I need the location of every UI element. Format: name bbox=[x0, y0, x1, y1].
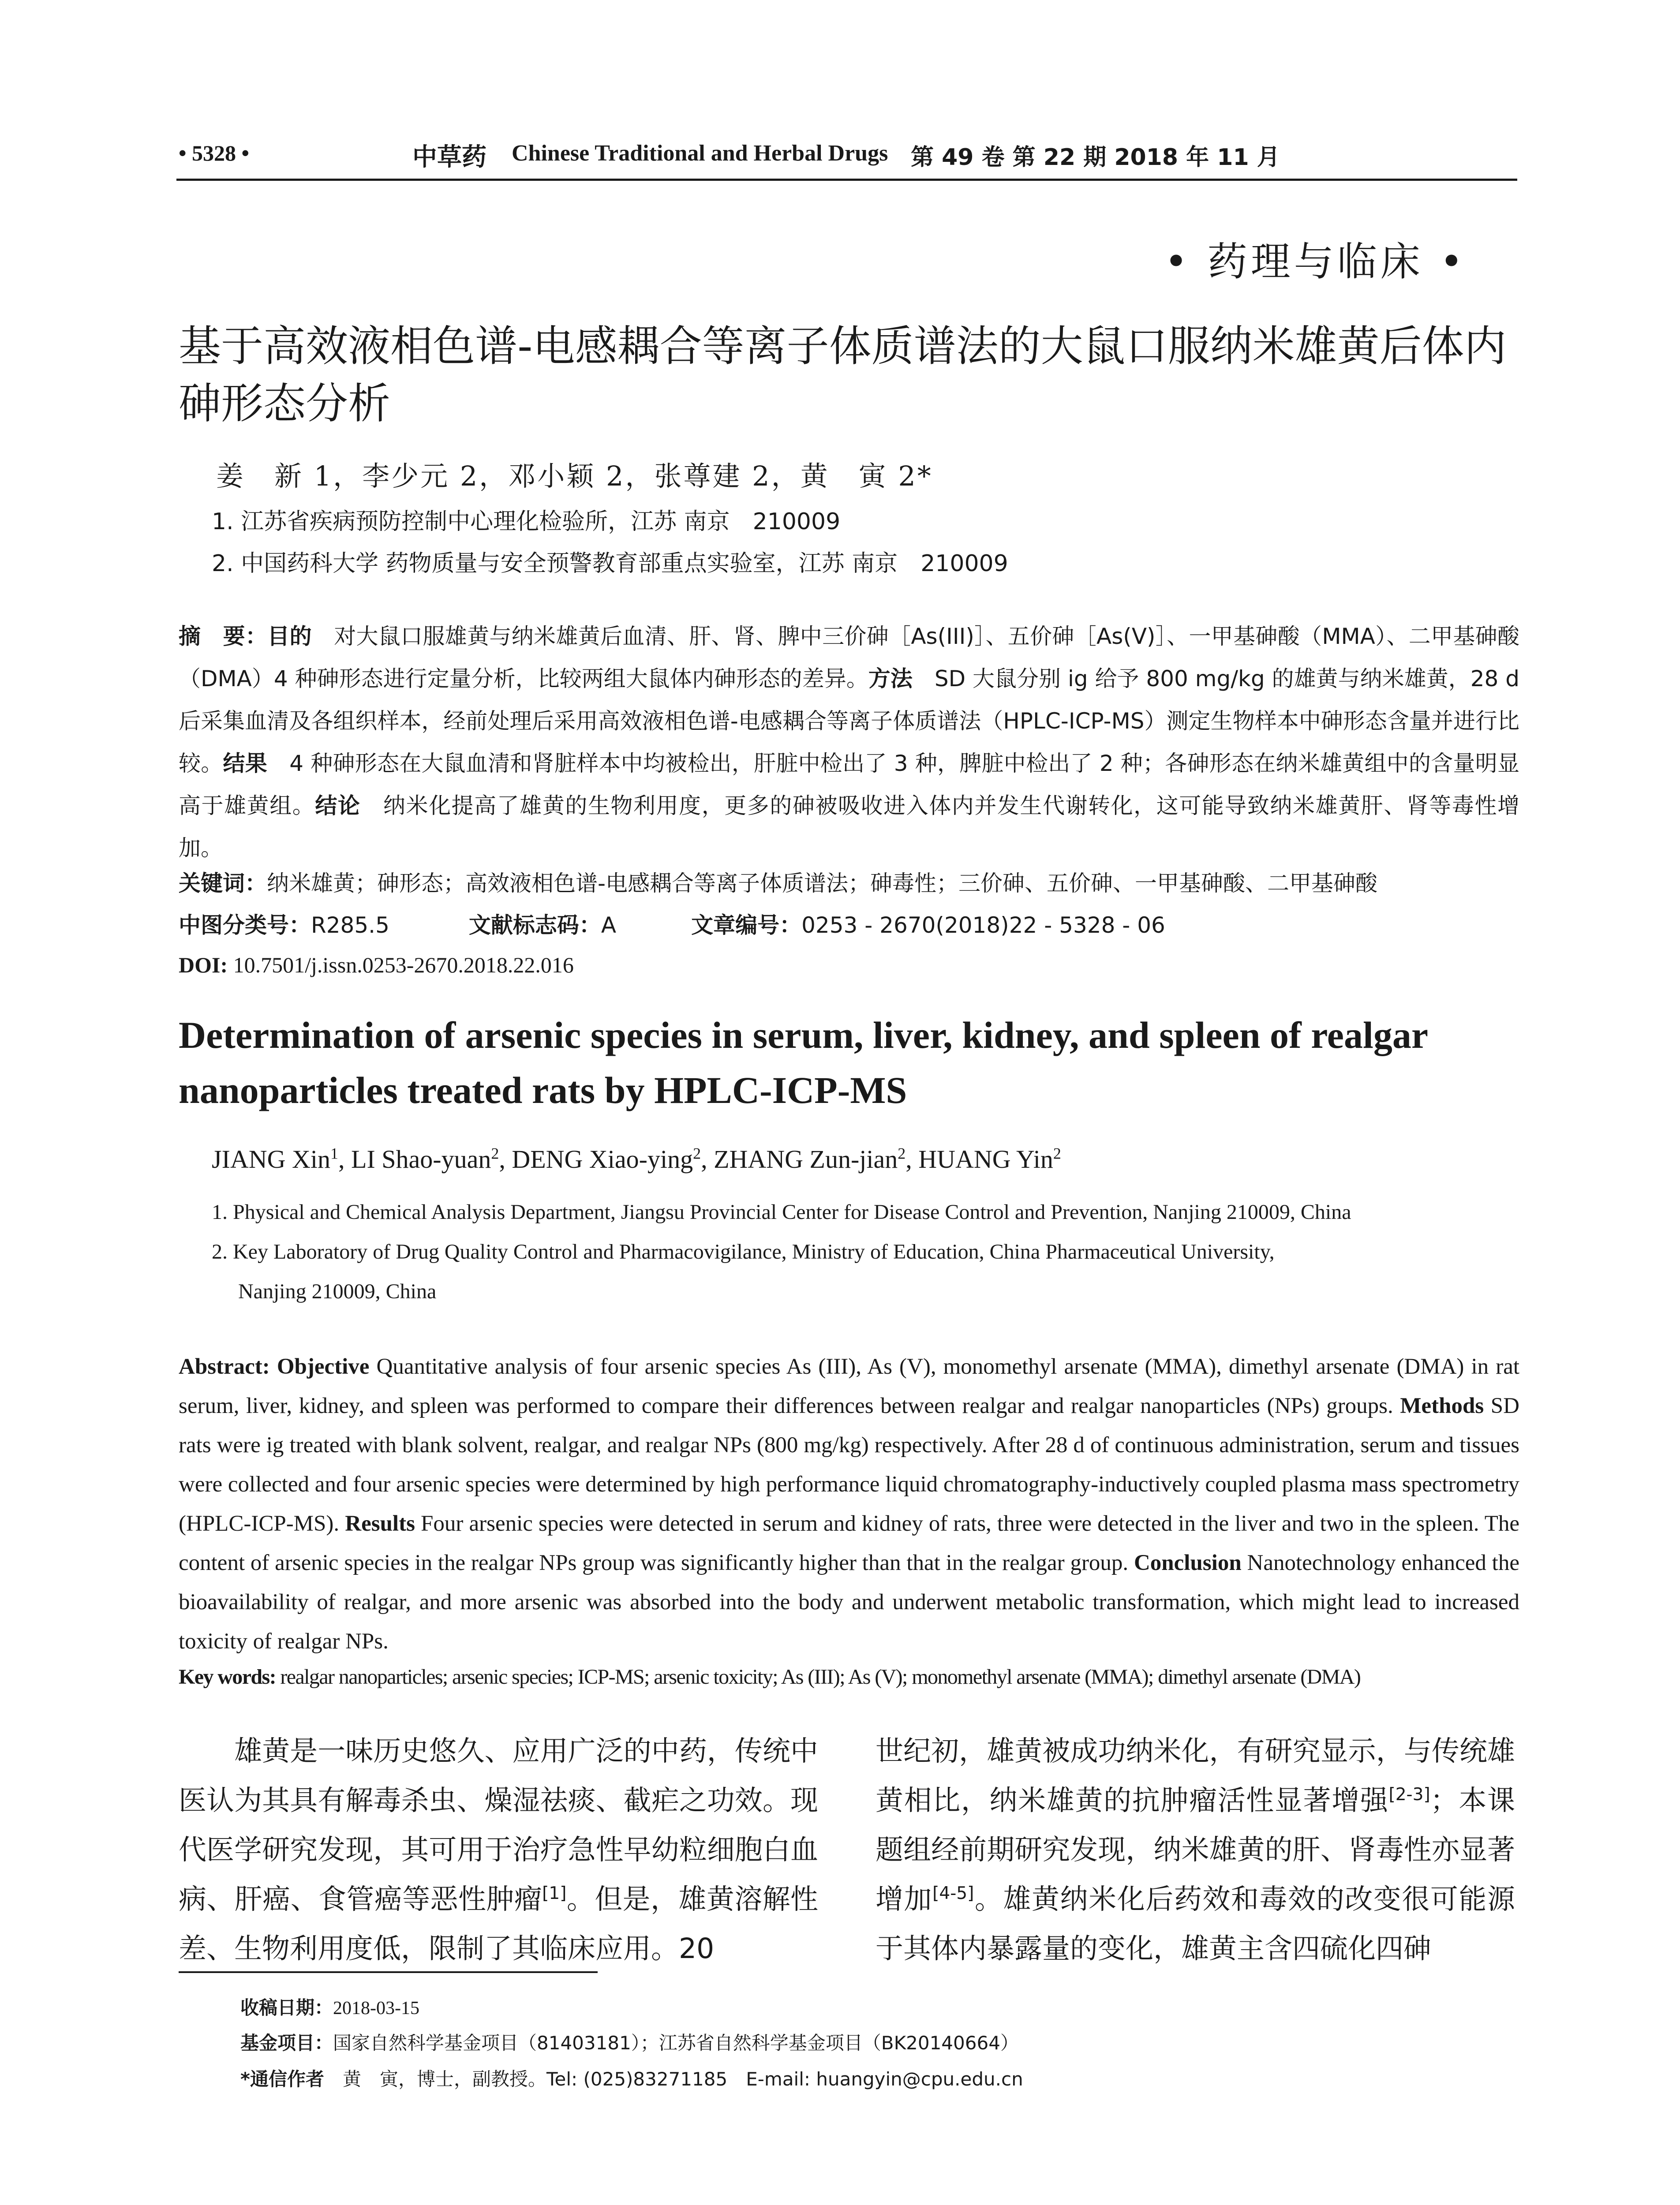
affiliation-cn-2: 2. 中国药科大学 药物质量与安全预警教育部重点实验室，江苏 南京 210009 bbox=[212, 550, 1008, 577]
methods-label-en: Methods bbox=[1400, 1394, 1484, 1418]
clc-label: 中图分类号： bbox=[179, 912, 311, 938]
fund-label: 基金项目： bbox=[240, 2032, 333, 2054]
conclusion-label-en: Conclusion bbox=[1134, 1551, 1242, 1575]
methods-en: SD rats were ig treated with blank solvent, realgar, and realgar NPs (800 mg/kg) respectively. After 28 d of continuous administration, serum and tissues were collected and four arsenic species were determined by high performance liquid chromatography-inductively coupled plasma mass spectrometry (HPLC-ICP-MS). bbox=[179, 1394, 1519, 1536]
results-label-cn: 结果 bbox=[223, 751, 267, 776]
author-en-3: DENG Xiao-ying$^2$, bbox=[512, 1144, 714, 1174]
author-en-5: HUANG Yin$^2$ bbox=[918, 1144, 1061, 1174]
objective-en: Quantitative analysis of four arsenic species As (III), As (V), monomethyl arsenate (MMA), dimethyl arsenate (DMA) in rat serum, liver, kidney, and spleen was performed to compare their differences between realgar and realgar nanoparticles (NPs) groups. bbox=[179, 1354, 1520, 1418]
received-date: 2018-03-15 bbox=[333, 1998, 419, 2018]
footnote-divider bbox=[179, 1971, 598, 1973]
received-label: 收稿日期： bbox=[240, 1997, 333, 2018]
objective-label-cn: 目的 bbox=[267, 624, 312, 649]
body-column-left bbox=[179, 1727, 818, 1973]
keywords-en bbox=[179, 1665, 1528, 1689]
journal-issue: 第 49 卷 第 22 期 2018 年 11 月 bbox=[911, 144, 1280, 171]
doc-code-label: 文献标志码： bbox=[468, 912, 601, 938]
clc-value: R285.5 bbox=[311, 912, 389, 938]
methods-cn: SD 大鼠分别 ig 给予 800 mg/kg 的雄黄与纳米雄黄，28 d 后采集血清及各组织样本，经前处理后采用高效液相色谱-电感耦合等离子体质谱法（HPLC-ICP-MS）测定生物样本中砷形态含量并进行比较。 bbox=[179, 666, 1519, 776]
citation-1: [1] bbox=[542, 1884, 567, 1903]
page-number: • 5328 • bbox=[179, 141, 250, 165]
keywords-en-text: realgar nanoparticles; arsenic species; ICP-MS; arsenic toxicity; As (III); As (V); monomethyl arsenate (MMA); dimethyl arsenate (DMA) bbox=[275, 1665, 1361, 1689]
body-right-text-c: 。雄黄纳米化后药效和毒效的改变很可能源于其体内暴露量的变化，雄黄主含四硫化四砷 bbox=[876, 1883, 1515, 1965]
abstract-cn-label: 摘 要： bbox=[179, 624, 268, 649]
authors-cn: 姜 新 1，李少元 2，邓小颖 2，张尊建 2，黄 寅 2* bbox=[216, 460, 933, 492]
keywords-cn-label: 关键词： bbox=[179, 871, 267, 896]
keywords-cn bbox=[179, 862, 1519, 904]
authors-en bbox=[212, 1144, 1061, 1174]
abstract-cn bbox=[179, 615, 1519, 869]
affiliation-en-1: 1. Physical and Chemical Analysis Department, Jiangsu Provincial Center for Disease Control and Prevention, Nanjing 210009, China bbox=[212, 1200, 1351, 1224]
conclusion-label-cn: 结论 bbox=[315, 793, 361, 818]
body-right-text-b: ；本课题组经前期研究发现，纳米雄黄的肝、肾毒性亦显著增加 bbox=[876, 1784, 1515, 1915]
footnote-received bbox=[240, 1993, 419, 2020]
footnote-corresponding-author bbox=[240, 2065, 1023, 2091]
keywords-cn-text: 纳米雄黄；砷形态；高效液相色谱-电感耦合等离子体质谱法；砷毒性；三价砷、五价砷、一甲基砷酸、二甲基砷酸 bbox=[267, 871, 1378, 896]
doi-value: 10.7501/j.issn.0253-2670.2018.22.016 bbox=[228, 953, 574, 977]
citation-4-5: [4-5] bbox=[932, 1884, 974, 1903]
methods-label-cn: 方法 bbox=[868, 666, 913, 691]
keywords-en-label: Key words: bbox=[179, 1665, 276, 1689]
doc-code-value: A bbox=[601, 912, 617, 938]
journal-title-cn: 中草药 bbox=[412, 142, 486, 172]
footnote-fund bbox=[240, 2029, 1019, 2055]
body-right-text-a: 世纪初，雄黄被成功纳米化，有研究显示，与传统雄黄相比，纳米雄黄的抗肿瘤活性显著增强 bbox=[876, 1735, 1515, 1816]
results-label-en: Results bbox=[345, 1511, 415, 1536]
author-en-2: LI Shao-yuan$^2$, bbox=[351, 1144, 512, 1174]
doi-label: DOI: bbox=[179, 953, 228, 977]
affiliation-cn-1: 1. 江苏省疾病预防控制中心理化检验所，江苏 南京 210009 bbox=[212, 508, 841, 535]
classification-row bbox=[179, 904, 1519, 946]
title-en: Determination of arsenic species in serum, liver, kidney, and spleen of realgar nanoparticles treated rats by HPLC-ICP-MS bbox=[179, 1014, 1428, 1111]
body-left-text-a: 雄黄是一味历史悠久、应用广泛的中药，传统中医认为其具有解毒杀虫、燥湿祛痰、截疟之功效。现代医学研究发现，其可用于治疗急性早幼粒细胞白血病、肝癌、食管癌等恶性肿瘤 bbox=[179, 1735, 818, 1915]
journal-title-en: Chinese Traditional and Herbal Drugs bbox=[512, 141, 888, 166]
author-en-4: ZHANG Zun-jian$^2$, bbox=[714, 1144, 919, 1174]
corr-text: 黄 寅，博士，副教授。Tel: (025)83271185 E-mail: huangyin@cpu.edu.cn bbox=[324, 2068, 1023, 2090]
affiliation-en-2: 2. Key Laboratory of Drug Quality Control and Pharmacovigilance, Ministry of Education, China Pharmaceutical University, bbox=[212, 1240, 1275, 1263]
conclusion-en: Nanotechnology enhanced the bioavailability of realgar, and more arsenic was absorbed into the body and underwent metabolic transformation, which might lead to increased toxicity of realgar NPs. bbox=[179, 1551, 1519, 1654]
body-left-text-b: 。但是，雄黄溶解性差、生物利用度低，限制了其临床应用。20 bbox=[179, 1883, 819, 1965]
article-number-value: 0253 - 2670(2018)22 - 5328 - 06 bbox=[801, 912, 1165, 938]
citation-2-3: [2-3] bbox=[1388, 1785, 1430, 1805]
results-en: Four arsenic species were detected in serum and kidney of rats, three were detected in the liver and two in the spleen. The content of arsenic species in the realgar NPs group was significantly higher than that in the realgar group. bbox=[179, 1511, 1520, 1575]
author-en-1: JIANG Xin$^1$, bbox=[212, 1144, 352, 1174]
abstract-en-label: Abstract: Objective bbox=[179, 1354, 370, 1379]
conclusion-cn: 纳米化提高了雄黄的生物利用度，更多的砷被吸收进入体内并发生代谢转化，这可能导致纳米雄黄肝、肾等毒性增加。 bbox=[179, 793, 1520, 861]
abstract-en bbox=[179, 1347, 1519, 1661]
body-column-right bbox=[876, 1727, 1515, 1973]
article-number-label: 文章编号： bbox=[691, 912, 802, 938]
corr-label: *通信作者 bbox=[240, 2068, 324, 2090]
doi-row bbox=[179, 944, 1519, 986]
affiliation-en-2-continued: Nanjing 210009, China bbox=[238, 1280, 437, 1303]
title-cn: 基于高效液相色谱-电感耦合等离子体质谱法的大鼠口服纳米雄黄后体内砷形态分析 bbox=[179, 321, 1507, 428]
results-cn: 4 种砷形态在大鼠血清和肾脏样本中均被检出，肝脏中检出了 3 种，脾脏中检出了 2 种；各砷形态在纳米雄黄组中的含量明显高于雄黄组。 bbox=[179, 751, 1520, 818]
section-label: • 药理与临床 • bbox=[1164, 239, 1467, 285]
header-divider bbox=[176, 179, 1517, 181]
fund-text: 国家自然科学基金项目（81403181）；江苏省自然科学基金项目（BK20140664） bbox=[333, 2032, 1019, 2054]
objective-cn: 对大鼠口服雄黄与纳米雄黄后血清、肝、肾、脾中三价砷［As(III)］、五价砷［As(V)］、一甲基砷酸（MMA）、二甲基砷酸（DMA）4 种砷形态进行定量分析，比较两组大鼠体内砷形态的差异。 bbox=[179, 624, 1520, 691]
